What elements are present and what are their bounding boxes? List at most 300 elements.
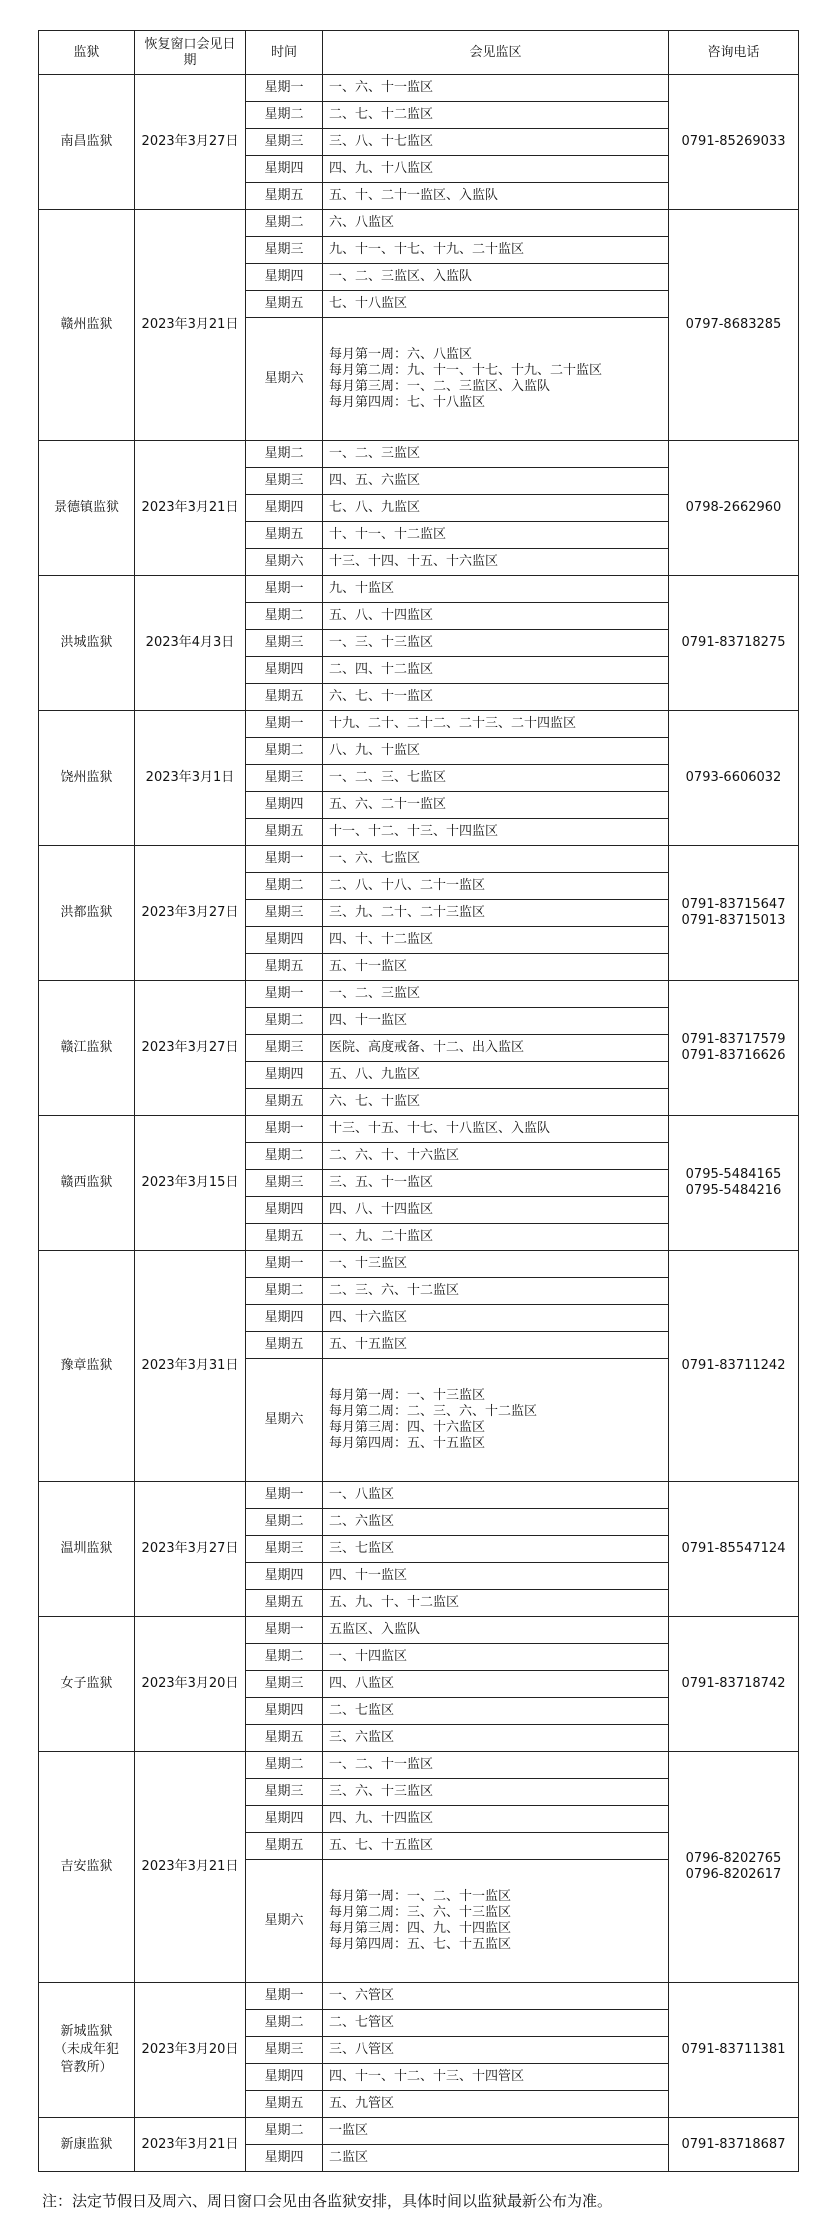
- phone-number: 0793-6606032: [685, 770, 782, 785]
- prison-name-line: 洪城监狱: [60, 635, 113, 650]
- prison-name: [39, 1251, 135, 1482]
- visit-areas-line: 四、十六监区: [329, 1310, 408, 1325]
- visit-areas-line: 五、六、二十一监区: [329, 797, 447, 812]
- visit-areas-line: 九、十一、十七、十九、二十监区: [329, 242, 525, 257]
- resume-date: 2023年3月15日: [135, 1116, 246, 1251]
- visit-areas-line: 每月第一周：一、十三监区: [329, 1388, 486, 1403]
- visit-areas-line: 一、二、三监区: [329, 986, 421, 1001]
- visit-day: 星期四: [246, 1305, 323, 1332]
- prison-name: [39, 2118, 135, 2172]
- visit-areas-line: 一、二、三监区、入监队: [329, 269, 473, 284]
- visit-areas: [323, 1590, 669, 1617]
- resume-date: 2023年3月27日: [135, 981, 246, 1116]
- visit-day: 星期一: [246, 75, 323, 102]
- visit-areas-line: 每月第三周：一、二、三监区、入监队: [329, 379, 551, 394]
- visit-day: 星期二: [246, 873, 323, 900]
- visit-areas-line: 三、六监区: [329, 1730, 395, 1745]
- visit-day: 星期五: [246, 1590, 323, 1617]
- consult-phone: [669, 1752, 799, 1983]
- visit-areas: [323, 657, 669, 684]
- prison-name: [39, 846, 135, 981]
- visit-areas: [323, 981, 669, 1008]
- visit-areas-line: 每月第一周：一、二、十一监区: [329, 1889, 512, 1904]
- visit-areas: [323, 1305, 669, 1332]
- visit-day: 星期三: [246, 900, 323, 927]
- visit-areas-line: 每月第四周：五、七、十五监区: [329, 1937, 512, 1952]
- prison-name: [39, 75, 135, 210]
- visit-day: 星期一: [246, 981, 323, 1008]
- visit-areas: [323, 210, 669, 237]
- visit-areas: [323, 264, 669, 291]
- visit-areas: [323, 1563, 669, 1590]
- visit-day: 星期二: [246, 2118, 323, 2145]
- visit-areas-line: 五、七、十五监区: [329, 1838, 434, 1853]
- visit-day: 星期二: [246, 1752, 323, 1779]
- visit-day: 星期四: [246, 1563, 323, 1590]
- visit-day: 星期四: [246, 2145, 323, 2172]
- visit-areas: [323, 129, 669, 156]
- visit-areas-line: 二、四、十二监区: [329, 662, 434, 677]
- visit-areas: [323, 2064, 669, 2091]
- visit-areas-line: 四、十一监区: [329, 1013, 408, 1028]
- visit-areas: [323, 1143, 669, 1170]
- visit-day: 星期二: [246, 738, 323, 765]
- prison-name: [39, 1116, 135, 1251]
- visit-areas: [323, 1116, 669, 1143]
- visit-areas-line: 每月第二周：三、六、十三监区: [329, 1905, 512, 1920]
- visit-areas: [323, 792, 669, 819]
- visit-areas: [323, 2118, 669, 2145]
- visit-areas-line: 二监区: [329, 2150, 369, 2165]
- visit-areas-line: 一、八监区: [329, 1487, 395, 1502]
- visit-areas: [323, 1860, 669, 1983]
- visit-day: 星期二: [246, 102, 323, 129]
- header-resume-date: 恢复窗口会见日期: [135, 31, 246, 75]
- visit-areas-line: 二、三、六、十二监区: [329, 1283, 460, 1298]
- visit-areas: [323, 1698, 669, 1725]
- resume-date: 2023年3月20日: [135, 1617, 246, 1752]
- visit-areas: [323, 1806, 669, 1833]
- visit-day: 星期五: [246, 522, 323, 549]
- visit-day: 星期四: [246, 156, 323, 183]
- prison-name: [39, 1482, 135, 1617]
- prison-name-line: 景德镇监狱: [53, 500, 119, 515]
- visit-areas: [323, 684, 669, 711]
- visit-areas-line: 每月第四周：七、十八监区: [329, 395, 486, 410]
- visit-day: 星期三: [246, 1779, 323, 1806]
- visit-areas-line: 每月第三周：四、九、十四监区: [329, 1921, 512, 1936]
- visit-areas-line: 二、八、十八、二十一监区: [329, 878, 486, 893]
- phone-number: 0797-8683285: [685, 317, 782, 332]
- resume-date: 2023年3月21日: [135, 441, 246, 576]
- visit-day: 星期四: [246, 1062, 323, 1089]
- phone-number: 0791-83711242: [681, 1358, 786, 1373]
- phone-number: 0791-83718742: [681, 1676, 786, 1691]
- prison-name: [39, 711, 135, 846]
- visit-areas: [323, 1359, 669, 1482]
- visit-day: 星期六: [246, 549, 323, 576]
- visit-areas: [323, 1251, 669, 1278]
- visit-areas-line: 五、九、十、十二监区: [329, 1595, 460, 1610]
- visit-areas: [323, 1170, 669, 1197]
- visit-day: 星期四: [246, 1197, 323, 1224]
- table-row: [39, 846, 799, 873]
- phone-number: 0791-83718687: [681, 2136, 786, 2152]
- visit-areas-line: 一监区: [329, 2123, 369, 2138]
- visit-areas: [323, 1509, 669, 1536]
- visit-areas-line: 一、九、二十监区: [329, 1229, 434, 1244]
- resume-date: 2023年3月27日: [135, 846, 246, 981]
- visit-areas: [323, 1062, 669, 1089]
- visit-day: 星期六: [246, 1359, 323, 1482]
- visit-day: 星期三: [246, 765, 323, 792]
- visit-areas: [323, 156, 669, 183]
- visit-areas: [323, 1752, 669, 1779]
- consult-phone: [669, 1482, 799, 1617]
- visit-day: 星期一: [246, 1116, 323, 1143]
- visit-areas-line: 每月第二周：九、十一、十七、十九、二十监区: [329, 363, 603, 378]
- prison-name-line: 豫章监狱: [60, 1358, 113, 1373]
- visit-areas-line: 五、九管区: [329, 2096, 395, 2111]
- visit-areas-line: 五、八、九监区: [329, 1067, 421, 1082]
- visit-areas: [323, 318, 669, 441]
- prison-name-line: 赣西监狱: [60, 1175, 113, 1190]
- visit-areas: [323, 75, 669, 102]
- visit-areas: [323, 711, 669, 738]
- header-areas: 会见监区: [323, 31, 669, 75]
- visit-areas: [323, 1617, 669, 1644]
- prison-name: [39, 576, 135, 711]
- phone-number: 0791-85547124: [681, 1541, 786, 1556]
- prison-name-line: 管教所）: [60, 2060, 113, 2075]
- visit-day: 星期五: [246, 1725, 323, 1752]
- table-row: [39, 1617, 799, 1644]
- consult-phone: [669, 1116, 799, 1251]
- visit-areas-line: 二、六、十、十六监区: [329, 1148, 460, 1163]
- consult-phone: [669, 1251, 799, 1482]
- visit-areas-line: 二、七、十二监区: [329, 107, 434, 122]
- table-body: [39, 75, 799, 2172]
- visit-areas-line: 五监区、入监队: [329, 1622, 421, 1637]
- visit-areas-line: 四、九、十八监区: [329, 161, 434, 176]
- visit-areas: [323, 1008, 669, 1035]
- visit-areas-line: 每月第四周：五、十五监区: [329, 1436, 486, 1451]
- table-row: [39, 1752, 799, 1779]
- visit-areas: [323, 1644, 669, 1671]
- resume-date: 2023年4月3日: [135, 576, 246, 711]
- visit-areas-line: 六、八监区: [329, 215, 395, 230]
- visit-day: 星期六: [246, 1860, 323, 1983]
- visit-areas-line: 一、二、三监区: [329, 446, 421, 461]
- prison-name-line: 饶州监狱: [60, 770, 113, 785]
- visit-areas: [323, 1482, 669, 1509]
- visit-areas-line: 十三、十五、十七、十八监区、入监队: [329, 1121, 551, 1136]
- visit-areas: [323, 1332, 669, 1359]
- table-row: [39, 576, 799, 603]
- visit-areas: [323, 738, 669, 765]
- visit-areas: [323, 1224, 669, 1251]
- table-row: [39, 1983, 799, 2010]
- visit-areas-line: 四、九、十四监区: [329, 1811, 434, 1826]
- phone-number: 0795-5484216: [685, 1183, 782, 1198]
- visit-day: 星期五: [246, 1224, 323, 1251]
- visit-day: 星期五: [246, 954, 323, 981]
- visit-areas: [323, 1278, 669, 1305]
- visit-day: 星期四: [246, 264, 323, 291]
- visit-day: 星期三: [246, 129, 323, 156]
- consult-phone: [669, 981, 799, 1116]
- prison-name-line: 赣江监狱: [60, 1040, 113, 1055]
- prison-name-line: 南昌监狱: [60, 134, 113, 149]
- header-row: [39, 31, 799, 75]
- visit-areas-line: 四、十、十二监区: [329, 932, 434, 947]
- consult-phone: [669, 846, 799, 981]
- visit-areas-line: 三、八管区: [329, 2042, 395, 2057]
- visit-areas: [323, 291, 669, 318]
- visit-day: 星期五: [246, 1833, 323, 1860]
- visit-day: 星期五: [246, 291, 323, 318]
- table-row: [39, 75, 799, 102]
- visit-areas-line: 一、二、十一监区: [329, 1757, 434, 1772]
- visit-areas-line: 一、三、十三监区: [329, 635, 434, 650]
- visit-areas: [323, 765, 669, 792]
- visit-day: 星期三: [246, 1671, 323, 1698]
- prison-name: [39, 981, 135, 1116]
- visit-areas: [323, 630, 669, 657]
- visit-areas-line: 三、八、十七监区: [329, 134, 434, 149]
- visit-areas: [323, 954, 669, 981]
- visit-day: 星期四: [246, 495, 323, 522]
- header-prison: 监狱: [39, 31, 135, 75]
- consult-phone: [669, 210, 799, 441]
- visit-areas-line: 十三、十四、十五、十六监区: [329, 554, 499, 569]
- visit-areas: [323, 2091, 669, 2118]
- visit-areas-line: 四、八监区: [329, 1676, 395, 1691]
- prison-name: [39, 1617, 135, 1752]
- visit-areas: [323, 183, 669, 210]
- visit-areas-line: 四、十一、十二、十三、十四管区: [329, 2069, 525, 2084]
- phone-number: 0791-83717579: [681, 1032, 786, 1047]
- visit-day: 星期三: [246, 468, 323, 495]
- table-row: [39, 210, 799, 237]
- visit-areas: [323, 927, 669, 954]
- phone-number: 0795-5484165: [685, 1167, 782, 1182]
- phone-number: 0796-8202617: [685, 1867, 782, 1882]
- visit-day: 星期三: [246, 237, 323, 264]
- visit-areas-line: 七、八、九监区: [329, 500, 421, 515]
- visit-areas-line: 六、七、十一监区: [329, 689, 434, 704]
- visit-day: 星期四: [246, 1698, 323, 1725]
- prison-name-line: 女子监狱: [60, 1676, 113, 1691]
- visit-day: 星期二: [246, 441, 323, 468]
- resume-date: 2023年3月31日: [135, 1251, 246, 1482]
- consult-phone: [669, 1983, 799, 2118]
- visit-day: 星期五: [246, 183, 323, 210]
- visit-areas-line: 二、六监区: [329, 1514, 395, 1529]
- consult-phone: [669, 576, 799, 711]
- visit-areas-line: 一、六、十一监区: [329, 80, 434, 95]
- table-row: [39, 441, 799, 468]
- visit-areas-line: 十、十一、十二监区: [329, 527, 447, 542]
- visit-areas-line: 八、九、十监区: [329, 743, 421, 758]
- consult-phone: [669, 711, 799, 846]
- phone-number: 0796-8202765: [685, 1851, 782, 1866]
- visit-day: 星期二: [246, 1278, 323, 1305]
- table-row: [39, 711, 799, 738]
- visit-areas-line: 二、七监区: [329, 1703, 395, 1718]
- visit-areas-line: 五、十、二十一监区、入监队: [329, 188, 499, 203]
- visit-areas: [323, 549, 669, 576]
- prison-name: [39, 441, 135, 576]
- consult-phone: [669, 2118, 799, 2172]
- visit-day: 星期二: [246, 1644, 323, 1671]
- visit-areas: [323, 1536, 669, 1563]
- visit-areas: [323, 1725, 669, 1752]
- visit-areas-line: 一、六、七监区: [329, 851, 421, 866]
- visit-areas: [323, 1983, 669, 2010]
- visit-areas-line: 每月第一周：六、八监区: [329, 347, 473, 362]
- visit-day: 星期三: [246, 1170, 323, 1197]
- visit-day: 星期一: [246, 1983, 323, 2010]
- consult-phone: [669, 1617, 799, 1752]
- visit-areas-line: 十一、十二、十三、十四监区: [329, 824, 499, 839]
- visit-day: 星期二: [246, 210, 323, 237]
- visit-schedule-table: [38, 30, 799, 2172]
- phone-number: 0791-85269033: [681, 134, 786, 149]
- phone-number: 0791-83716626: [681, 1048, 786, 1063]
- visit-day: 星期二: [246, 1008, 323, 1035]
- visit-areas-line: 每月第二周：二、三、六、十二监区: [329, 1404, 538, 1419]
- visit-day: 星期一: [246, 846, 323, 873]
- visit-day: 星期四: [246, 657, 323, 684]
- visit-areas-line: 四、八、十四监区: [329, 1202, 434, 1217]
- table-row: [39, 1116, 799, 1143]
- table-row: [39, 981, 799, 1008]
- resume-date: 2023年3月21日: [135, 1752, 246, 1983]
- header-phone: 咨询电话: [669, 31, 799, 75]
- visit-areas: [323, 522, 669, 549]
- visit-day: 星期三: [246, 2037, 323, 2064]
- visit-areas-line: 六、七、十监区: [329, 1094, 421, 1109]
- visit-areas: [323, 2037, 669, 2064]
- visit-areas-line: 一、六管区: [329, 1988, 395, 2003]
- visit-areas-line: 三、九、二十、二十三监区: [329, 905, 486, 920]
- visit-areas-line: 一、十四监区: [329, 1649, 408, 1664]
- visit-day: 星期四: [246, 927, 323, 954]
- resume-date: 2023年3月27日: [135, 75, 246, 210]
- phone-number: 0791-83711381: [681, 2042, 786, 2057]
- visit-day: 星期五: [246, 819, 323, 846]
- visit-areas-line: 七、十八监区: [329, 296, 408, 311]
- prison-name-line: 赣州监狱: [60, 317, 113, 332]
- consult-phone: [669, 441, 799, 576]
- visit-areas: [323, 846, 669, 873]
- visit-day: 星期六: [246, 318, 323, 441]
- visit-areas: [323, 468, 669, 495]
- visit-areas: [323, 237, 669, 264]
- prison-name-line: 温圳监狱: [60, 1541, 113, 1556]
- visit-day: 星期一: [246, 711, 323, 738]
- visit-day: 星期一: [246, 576, 323, 603]
- visit-day: 星期三: [246, 630, 323, 657]
- visit-areas-line: 四、十一监区: [329, 1568, 408, 1583]
- visit-day: 星期五: [246, 1089, 323, 1116]
- visit-areas: [323, 495, 669, 522]
- visit-areas-line: 九、十监区: [329, 581, 395, 596]
- visit-areas: [323, 1779, 669, 1806]
- visit-areas: [323, 102, 669, 129]
- visit-day: 星期五: [246, 684, 323, 711]
- visit-areas-line: 一、二、三、七监区: [329, 770, 447, 785]
- prison-name-line: （未成年犯: [53, 2042, 119, 2057]
- visit-areas: [323, 2145, 669, 2172]
- table-row: [39, 2118, 799, 2145]
- prison-name: [39, 1983, 135, 2118]
- visit-areas: [323, 900, 669, 927]
- prison-name-line: 吉安监狱: [60, 1859, 113, 1874]
- visit-areas-line: 五、八、十四监区: [329, 608, 434, 623]
- prison-name-line: 新城监狱: [60, 2024, 113, 2039]
- visit-day: 星期四: [246, 1806, 323, 1833]
- visit-areas-line: 每月第三周：四、十六监区: [329, 1420, 486, 1435]
- phone-number: 0791-83718275: [681, 635, 786, 650]
- phone-number: 0798-2662960: [685, 500, 782, 515]
- visit-areas-line: 二、七管区: [329, 2015, 395, 2030]
- visit-areas: [323, 2010, 669, 2037]
- visit-areas: [323, 576, 669, 603]
- visit-day: 星期一: [246, 1251, 323, 1278]
- consult-phone: [669, 75, 799, 210]
- visit-areas-line: 三、五、十一监区: [329, 1175, 434, 1190]
- visit-areas-line: 五、十五监区: [329, 1337, 408, 1352]
- visit-day: 星期五: [246, 2091, 323, 2118]
- resume-date: 2023年3月21日: [135, 2118, 246, 2172]
- visit-areas: [323, 1833, 669, 1860]
- visit-day: 星期三: [246, 1536, 323, 1563]
- table-row: [39, 1251, 799, 1278]
- visit-areas: [323, 819, 669, 846]
- visit-areas-line: 十九、二十、二十二、二十三、二十四监区: [329, 716, 577, 731]
- visit-areas: [323, 1089, 669, 1116]
- visit-areas-line: 四、五、六监区: [329, 473, 421, 488]
- resume-date: 2023年3月20日: [135, 1983, 246, 2118]
- visit-areas: [323, 441, 669, 468]
- visit-day: 星期一: [246, 1617, 323, 1644]
- resume-date: 2023年3月1日: [135, 711, 246, 846]
- visit-day: 星期四: [246, 2064, 323, 2091]
- footnote: 注：法定节假日及周六、周日窗口会见由各监狱安排，具体时间以监狱最新公布为准。: [42, 2192, 613, 2210]
- phone-number: 0791-83715013: [681, 913, 786, 928]
- visit-day: 星期二: [246, 2010, 323, 2037]
- prison-name: [39, 1752, 135, 1983]
- visit-day: 星期三: [246, 1035, 323, 1062]
- resume-date: 2023年3月27日: [135, 1482, 246, 1617]
- visit-areas: [323, 873, 669, 900]
- prison-name-line: 新康监狱: [60, 2136, 113, 2152]
- visit-areas-line: 三、六、十三监区: [329, 1784, 434, 1799]
- visit-areas-line: 五、十一监区: [329, 959, 408, 974]
- table-row: [39, 1482, 799, 1509]
- visit-areas: [323, 1671, 669, 1698]
- visit-areas: [323, 1197, 669, 1224]
- prison-name-line: 洪都监狱: [60, 905, 113, 920]
- visit-areas-line: 一、十三监区: [329, 1256, 408, 1271]
- prison-name: [39, 210, 135, 441]
- header-time: 时间: [246, 31, 323, 75]
- phone-number: 0791-83715647: [681, 897, 786, 912]
- visit-areas: [323, 603, 669, 630]
- resume-date: 2023年3月21日: [135, 210, 246, 441]
